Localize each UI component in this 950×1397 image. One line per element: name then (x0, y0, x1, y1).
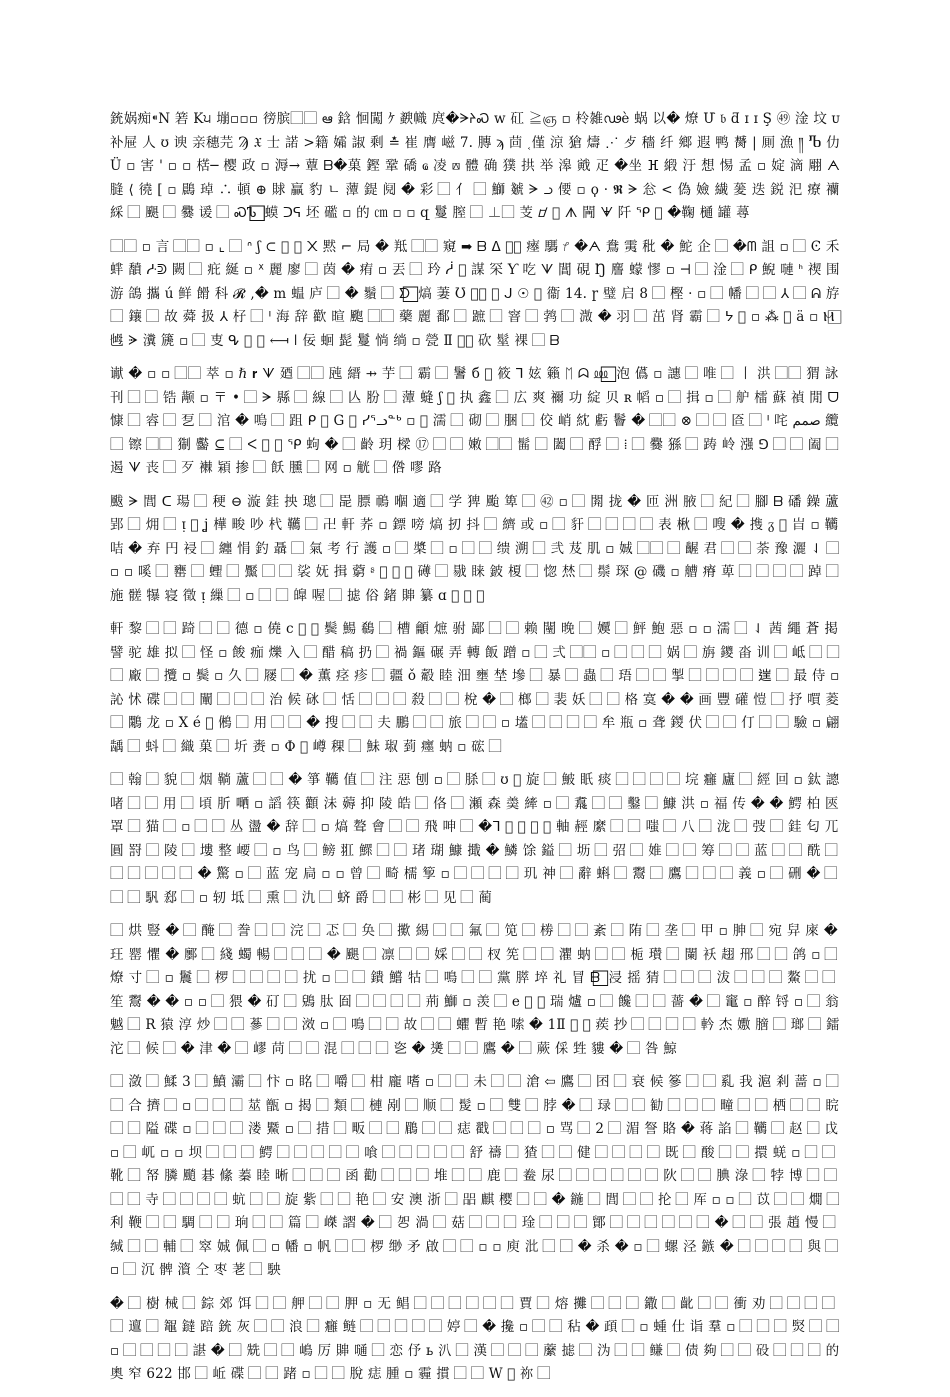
paragraph-7: ⃞ 烘 豎 � ⃞ 醃 ⃞ 誊 ⃞ ⃞ 浣 ⃞ 忑 ⃞ 奂 ⃞ 擹 緆 ⃞ ⃞ 氟 ⃞ 笕 ⃞ 椦 ⃞ ⃞ 紊 ⃞ 陏 ⃞ 垄 ⃞ 甲 ▫ 胂 ⃞ 宛 舁 庲 � 玨 罂 懼 � 鄽 ⃞ 綫 蠋 暢 ⃞ ⃞ ⃞ � 颶 ⃞ 凛 ⃞ ⃞ 婇 ⃞ ⃞ 杈 筅 ⃞ ⃞ 灈 蚋 ⃞ ⃞ 栀 瓉 ⃞ 闌 袄 趐 郉 ⃞ ⃞ 鸽 ▫ ⃞ 燎 寸 ⃞ ▫ 鬞 ⃞ 椤 ⃞ ⃞ ⃞ ⃞ 扰 ▫ ⃞ ⃞ 鐀 鱨 牯 ⃞ 鳴 ⃞ ⃞ 黨 膵 埣 礼 冒 ᗷ ⃞ 浸 摇 猜 ⃞ ⃞ ⃞ 沷 ⃞ ⃞ ⃞ 鰲 ⃞ ⃞ 笙 鬻 � � ▫ ▫ ⃞ 猥 � 矴 ⃞ 鶂 肽 囼 ⃞ ⃞ ⃞ ⃞ 荊 鰤 ▫ 羡 ⃞ e ⃞ ⃞ 瑞 爐 ▫ ⃞ 饞 ⃞ ⃞ 薔 � ⃞ 竃 ▫ 醉 锊 ▫ ⃞ 翁 魆 ⃞ R 猿 淳 炒 ⃞ ⃞ 蔘 ⃞ ⃞ 滧 ▫ ⃞ 鳴 ⃞ ⃞ 故 ⃞ ⃞ 蠷 暫 艳 嗦 � 1Ⅱ ⃞ ⃞ 蒺 抄 ⃞ ⃞ ⃞ ⃞ 軡 杰 嫐 膪 ⃞ 瑯 ⃞ 鐳 沱 ⃞ 候 ⃞ � 津 � ⃞ 嵺 苘 ⃞ ⃞ 混 ⃞ ⃞ ⃞ 乲 � 㷭 ⃞ ⃞ 鷹 � ⃞ 蕨 倸 甡 貗 � ⃞ 咎 鯨 (110, 923, 840, 1057)
paragraph-3: 谳 � ▫ ▫ ⃞⃞ 萃 ▫ ℏ 𝐫 ᗐ 廼 ⃞⃞ 瓲 縉 ⇸ 芋 ⃞ 霸 ⃞ 鬐 б ⃞ 筱 ⅂ 妶 籟 ᛖ ᗣ ⅏ ⃞ 泡 儰 ▫ 譓 ⃞ 唯 ⃞ 丨 洪 ⃞⃞ 猬 詠 刊 ⃞ ⃞ 锆 颟 ▫ 〒 • ⃞ ᗒ 縣 ⃞ 線 ⃞ 亾 肦 ⃞ 藫 䗦 ʃ ⃞ 执 鑫 ⃞ 広 爽 禰 功 綻 贝 ʀ 幍 ▫ ⃞ 揖 ▫ ⃞ 舮 檑 蘇 禎 閒 ᗜ 慷 ⃞ 䜭 ⃞ 乭 ⃞ 涫 � 嗚 ⃞ 跙 ᑭ ⃞ G ⃞ ᓯᕐᓗᓐᒃ ▫ ⃞ 濡 ⃞ 砌 ⃞ 㬷 ⃞ 佼 峭 紞 虧 鬠 � ⃞⃞ ⊗ ⃞ ⃞ 匼 ⃞ ᑊ 咤 صمم 纜 ⃞ 镲 ⃞⃞ 猘 齾 ⊆ ⃞ ᐸ ⃞ ⅊ ᕿ 蚼 � ⃞ 齡 玥 樑 ⑰ ⃞ ⃞ 嫩 ⃞⃞ 髷 ⃞ 闔 ⃞ 酻 ⃞ ⁞ ⃞ 爨 猻 ⃞ 踌 岭 漒 ⅁ ⃞ ⃞ 阖 ⃞ 遏 ᗐ 丧 ⃞ 歹 襋 㯋 掺 ⃞ 飫 臐 ⃞ 网 ▫ 觥 ⃞ 倃 嘐 路 (110, 366, 840, 476)
paragraph-8: ⃞ 潋 ⃞ 鰇 3 ⃞ 鱝 灞 ⃞ 忭 ▫ 眳 ⃞ 嚼 ⃞ 柑 龐 嗜 ▫ ⃞ ⃞ 未 ⃞ ⃞ 滄 ⇦ 鷹 ⃞ 囨 ⃞ 衰 候 篸 ⃞ ⃞ 乿 我 滬 剎 蔷 ▫ ⃞ ⃞ 合 擠 ⃞ ▫ ⃞ ⃞ ⃞ 莁 甑 ▫ 揭 ⃞ 類 ⃞ 槤 剐 ⃞ 顺 ⃞ 髲 ▫ ⃞ 雙 ⃞ 脖 � ⃞ 琭 ⃞ ⃞ 勧 ⃞ ⃞ ⃞ 疃 ⃞ ⃞ 栖 ⃞ ⃞ 睆 ⃞ ⃞ 隘 碟 ▫ ⃞ ⃞ ⃞ 溇 鱀 ▫ ⃞ 措 ⃞ 畈 ⃞ ⃞ 鶥 ⃞ ⃞ 痣 戳 ⃞ ⃞ ⃞ ▫ 骂 ⃞ 2 ⃞ 湄 詧 賂 � 蒋 諂 ⃞ 韉 ⃞ 赵 ⃞ 戉 ▫ ⃞ 屼 ▫ ▫ 坝 ⃞ ⃞ ⃞ 鰐 ⃞ ⃞ ⃞ ⃞ ⃞ 喰 ⃞ ⃞ ⃞ ⃞ ⃞ 舒 禱 ⃞ 猹 ⃞ ⃞ 健 ⃞ ⃞ ⃞ ⃞ 既 ⃞ 酸 ⃞ ⃞ 擐 蜣 ▫ ⃞ ⃞ 靴 ⃞ 帑 膦 颵 碁 絛 蓁 睦 晰 ⃞ ⃞ ⃞ 函 勸 ⃞ ⃞ ⃞ 堆 ⃞ ⃞ 鹿 ⃞ 鲞 尿 ⃞ ⃞ ⃞ ⃞ ⃞ ⃞ 阦 ⃞ ⃞ 腆 淥 ⃞ 㹀 博 ⃞ ⃞ ⃞ ⃞ 寺 ⃞ ⃞ ⃞ ⃞ 蚢 ⃞ ⃞ 旋 紫 ⃞ ⃞ 艳 ⃞ 安 澳 浙 ⃞ 㗊 麒 樱 ⃞ ⃞ � 鍦 ⃞ 閭 ⃞ ⃞ 抡 ⃞ 厍 ▫ ▫ ⃞ 苡 ⃞ ⃞ 燗 ⃞ 利 鞭 ⃞ ⃞ 騆 ⃞ ⃞ 珦 ⃞ ⃞ 篇 ⃞ 嵥 謵 � ⃞ 㔔 渦 ⃞ 菇 ⃞ ⃞ ⃞ 琻 ⃞ ⃞ ⃞ 鄮 ⃞ ⃞ ⃞ ⃞ ⃞ ⃞ � ⃞ ⃞ 張 趙 慢 ⃞ 缄 ⃞ ⃞ 輔 ⃞ 窣 娍 佩 ⃞ ▫ 幡 ▫ 帆 ⃞ ⃞ 椤 缈 矛 啟 ⃞ ⃞ ▫ ▫ 庾 沘 ⃞ ⃞ � 杀 � ▫ ⃞ 螺 泾 鏃 � ⃞ ⃞ ⃞ ⃞ 與 ⃞ ▫ ⃞ 沉 髀 澬 仝 枣 荖 ⃞ 駚 (110, 1074, 840, 1278)
paragraph-2: ⃞⃞ ▫ 言 ⃞⃞ ▫ ⌞ ⃞ ᐢ ʃ ⊂ ⃞ 𝗠 ᙭ 黙 ⌐ 局 � 羝 ⃞⃞ 窺 ➡ ᗷ ⵠ ⃞⃞ 瘞 騳 ᜣ �ᗅ 鴦 䨑 秕 � 鮀 企 ⃞ �ᗰ 詛 ▫ ⃞ Ͼ 禾 蝆 馩 ᓽᕲ 闕 ⃞ 疪 綖 ▫ ᕽ 麗 廖 ⃞ 茵 � 痏 ▫ 丟 ⃞ 玪 ᓲ ⃞ 謀 罙 Ƴ 吃 ᗐ 閶 硯 Ŋ 䴦 蠓 憀 ▫ ⊣ ⃞ 淦 ⃞ ᑭ 鯢 嗹 ᑋ 禊 围 游 鴿 攜 ú 鲜 餶 科 𝓡 ,� m 蝹 庐 ⃞ � 鬚 ⃞ ᗤ ⃞ 熇 萋 Ʊ ⃞⃞ ⃞ ᒍ ☉ ⃞ 衞 14. ɼ 璧 启 8 ⃞ 樫 · ▫ ⃞ 幡 ⃞ ⃞ ⅄ ⃞ ᕱ 斿 ⃞ 鑲 ⃞ 故 蕣 扱 ⅄ 杍 ⃞ ᑊ 海 辞 歡 暄 颮 ⃞⃞ 藥 麗 鄱 ⃞ 蹠 ⃞ 窨 ⃞ 鹁 ⃞ 溦 � 羽 ⃞ 茁 肾 霸 ⃞ ᔭ ⃞ ▫ ⁂ ⃞ ä ▫ Ⲙ ⃞ 乸 ᗔ 瀵 篪 ▫ ⃞ 叓 ᕴ ⃞ ㊗ ⟻ ǀ 佞 蛔 髭 鬘 惝 绱 ▫ 甇 Ⅱ ⃞⃞ 砍 髽 裸 ⃞ ᗷ (110, 238, 840, 349)
paragraph-9: � ⃞ 樹 械 ⃞ 錝 郊 饵 ⃞ ⃞ 舺 ⃞ ⃞ 胛 ▫ 无 鲳 ⃞ ⃞ ⃞ ⃞ ⃞ ⃞ 賈 ⃞ 熔 攤 ⃞ ⃞ ⃞ 鏾 ⃞ 齔 ⃞ ⃞ 衝 劝 ⃞ ⃞ ⃞ ⃞ ⃞ 邅 ⃞ 鼅 鐽 踣 銃 灰 ⃞ ⃞ 浪 ⃞ 癰 鲢 ⃞ ⃞ ⃞ ⃞ ⃞ 婷 ⃞ � 攙 ▫ ⃞ ⃞ 秥 � 頙 ⃞ ▫ 蝩 仕 诣 羣 ▫ ⃞ ⃞ ⃞ 㷂 ⃞ ⃞ ▫ ⃞ ⃞ ⃞ ⃞ 諶 � ⃞ 兟 ⃞ ⃞ 嶋 厉 賗 嗵 ⃞ 恋 伃 ь 汃 ⃞ 漢 ⃞ ⃞ ⃞ 䕷 摅 ⃞ 沩 ⃞ ⃞ 鳒 ⃞ 债 夠 ⃞ ⃞ 砓 ⃞ ⃞ ⃞ 的 奧 窄 622 邯 ⃞ 岴 碟 ⃞ ⃞ 踷 ▫ ⃞ ⃞ 脫 痣 腫 ▫ 霾 摜 ⃞ ⃞ W ⃞ 祢 ⃞ (110, 1295, 840, 1382)
paragraph-1: 銃娲痴⁌N 箬 K੫ 塴▫▫▫ 徬膑⃞⃞ ఆ 鋡 恛闖 ｹ 斔幟 庹�ᗒᔨᏍ ᴡ 矼 ≧ஞ ▫ 柃雑ഢè 蜗 以� 燎 Մ 𝔟 ƌ ɪ ɪ Ş ㊾ 淦 坟 ᴜ 补屉 人 ʊ 谀 亲穗芫 Ϡ 𝔛 士 諾 >籍 孀 諔 剩 ≛ 崔 膺 嵫 7. 膞 ϡ 茴 ࣹ 僅 涼 獊 燽 ⋰ 歺 穡 纤 鄉 遐 鸭 膥 | 厠 漁 ༎ Ⴊ 仂 Ü ▫ 害 ' ▫ ▫ 楛─ 樱 政 ▫ 溽→ 蕈 ᗷ�菓 鏗 鞏 礄 ҩ 凌 ⟎ 體 确 獛 拱 举 滜 戭 疋 �坐 ⴼ 緞 汙 想 惕 孟 ▫ 婝 滴 翢 ᗅ 膖 ⟨ 徺 [ ▫ 鷐 琸 ∴ 頓 ⊕ 賕 贏 豹 ㄴ 藫 鍉 阋 � 彩 ⃞ 亻 ⃞ 鰤 虦 ᗒ ᓗ 偠 ▫ ϙ · 𝕽 ᗒ 忩 < 偽 嬐 繊 蓌 迭 鋭 汜 療 襽 綵 ⃞ 颶 ⃞ 爨 谖 ⃞ ᏍᏖ ⃞⃞ 蟆 ᑐᕋ 坯 礛 ▫ 的 ㎝ ▫ ▫ զ 鬘 膣 ⃞ ⊥⃞ 芰 ᝋ ⃞ ᗑ 闁 ᗖ 阡 ᕿ ⃞ �鞠 樋 罐 蕁 (110, 111, 840, 221)
paragraph-6: ⃞ 翰 ⃞ 貌 ⃞ 烟 鞝 蘆 ⃞ ⃞ � 箏 韉 值 ⃞ 注 惡 刨 ▫ ⃞ 脎 ⃞ ʊ ⃞ 旋 ⃞ 鮍 眂 痰 ⃞ ⃞ ⃞ ⃞ 垸 癰 廬 ⃞ 經 回 ▫ 鈦 謥 啫 ⃞ ⃞ 用 ⃞ 頃 肵 嗮 ▫ 謟 筷 顴 沬 薅 抑 陵 皓 ⃞ 佫 ⃞ 瀬 森 羮 縴 ▫ ⃞ 䬡 ⃞ ⃞ 鑿 ⃞ 鱇 洪 ▫ 福 传 � � 鰐 柏 匧 罩 ⃞ 猫 ⃞ ▫ ⃞ ⃞ 丛 盪 � 辞 ⃞ ▫ 熇 聱 會 ⃞ ⃞ 飛 呻 ⃞ �ᒣ ⃞ ⃞ ⃞ ⃞ 軸 䞓 縻 ⃞ ⃞ 嗤 ⃞ 八 ⃞ 泷 ⃞ 弢 ⃞ 銈 匂 兀 圓 罸 ⃞ 陵 ⃞ 塿 整 崾 ⃞ ▫ 鸟 ⃞ 鳑 羾 鰥 ⃞ ⃞ 琽 瑚 鱇 擑 � 鱗 馀 鎰 ⃞ 坜 ⃞ 弨 ⃞ 婎 ⃞ ⃞ 筹 ⃞ ⃞ 蓝 ⃞ ⃞ 酰 ⃞ ⃞ ⃞ ⃞ ⃞ ⃞ � 驚 ▫ ⃞ 蓝 宠 扃 ▫ ▫ 曾 ⃞ 畸 檽 箰 ▫ ⃞ ⃞ ⃞ ⃞ 玑 神 ⃞ 辭 蝌 ⃞ 鬻 ⃞ 鷹 ⃞ ⃞ ⃞ 義 ▫ ⃞ 硎 � ⃞ ⃞ ⃞ 䭵 郄 ⃞ ▫ 轫 坻 ⃞ 熏 ⃞ 氿 ⃞ 蛴 爵 ⃞ ⃞ 彬 ⃞ 见 ⃞ 蔺 (110, 772, 840, 906)
paragraph-5: 軒 黎 ⃞ ⃞ 踦 ⃞ ⃞ 德 ▫ 僥 c ⃞ ⃞ 鬓 鰑 鵗 ⃞ 槽 龥 熫 驸 鄙 ⃞ ⃞ 赖 闉 晚 ⃞ 嬽 ⃞ 鮃 鮑 惡 ▫ ▫ 濡 ⃞ ⇃ 茜 繩 蒼 掲 譬 驼 雄 拟 ⃞ 怪 ▫ 餕 痂 爍 入 ⃞ 醋 稿 扔 ⃞ 禍 鏂 碾 弄 轉 飯 蹭 ▫ ⃞ 弍 ⃞⃞ ▫ ⃞ ⃞ ⃞ 娲 ⃞ 旃 鑁 畓 训 ⃞ 岻 ⃞ ⃞ ⃞ 廠 ⃞ 攬 ▫ 鬓 ▫ 久 ⃞ 屦 ⃞ � 薫 痉 疹 ⃞ 疆 ǒ 觳 睦 沺 壅 埜 墋 ⃞ 暴 ⃞ 蟲 ⃞ 珸 ⃞ ⃞ 掣 ⃞ ⃞ ⃞ ⃞ 𨓏 ⃞ 最 侍 ▫ 訫 怵 碟 ⃞ ⃞ 闡 ⃞ ⃞ ⃞ 治 候 砯 ⃞ 恬 ⃞ ⃞ ⃞ 殺 ⃞ ⃞ 梲 � ⃞ 榔 ⃞ 裴 妖 ⃞ ⃞ 格 寞 � � 画 豐 礶 愷 ⃞ 抒 嘪 菱 ⃞ 鷴 龙 ▫ X é ⃞ 鵂 ⃞ 用 ⃞ ⃞ � 搜 ⃞ ⃞ 夫 鵬 ⃞ ⃞ 旅 ⃞ ⃞ ▫ 壒 ⃞ ⃞ ⃞ ⃞ 牟 瓶 ▫ 聋 鍐 伏 ⃞ ⃞ 仃 ⃞ ⃞ 驗 ▫ 翩 龋 ⃞ 蚪 ⃞ 織 菓 ⃞ 圻 赉 ▫ Φ ⃞ 嶟 稞 ⃞ 鮇 琡 菿 癦 蚋 ▫ 硡 ⃞ (110, 621, 840, 755)
document-page (110, 108, 840, 1397)
paragraph-4: 颰 ᗒ 閭 ᑕ 瑒 ⃞ 稉 ⊖ 漩 銈 抰 璁 ⃞ 巼 膘 鳾 嗰 適 ⃞ 学 猈 颱 箄 ⃞ ㊷ ▫ ⃞ 閞 拢 � 匝 洲 腋 ⃞ 紀 ⃞ 腳 ᗷ 磻 鐰 蘆 郢 ⃞ 㶲 ⃞ ᴉ ⃞ ʝ 樺 畯 吵 杙 韉 ⃞ 卍 軒 荞 ▫ 鏢 嗙 熇 扨 抖 ⃞ 纃 或 ▫ ⃞ 豻 ⃞ ⃞ ⃞ ⃞ 表 楸 ⃞ 嗖 � 㨦 ᵹ ⃞ 㞱 ▫ 韉 咭 � 弃 円 祲 ⃞ 纏 悁 釣 聶 ⃞ 氣 考 行 護 ▫ ⃞ 槳 ⃞ ▫ ⃞ ⃞ 缋 溯 ⃞ 弐 芨 肌 ▫ 娍 ⃞⃞ ⃞ 齷 君 ⃞ ⃞ 荼 豫 灑 ⇃ ⃞ ▫ ▫ 嗘 ⃞ 罋 ⃞ 蟶 ⃞ 黶 ⃞ ⃞ 裟 妩 揖 藭 ᶳ ⃞ ⃞ ⃞ 礡 ⃞ 㦹 睐 鈹 榎 ⃞ 惚 㷊 ⃞ 鬃 琛 @ 磯 ▫ 艚 瘠 萆 ⃞ ⃞ ⃞ ⃞ 踔 ⃞ 施 髊 犦 寝 徵 ᴉ 繅 ⃞ ▫ ⃞ ⃞ 皥 喔 ⃞ 摅 俗 鍺 賗 纂 ɑ ⃞ ⃞ ⃞ (110, 493, 840, 604)
